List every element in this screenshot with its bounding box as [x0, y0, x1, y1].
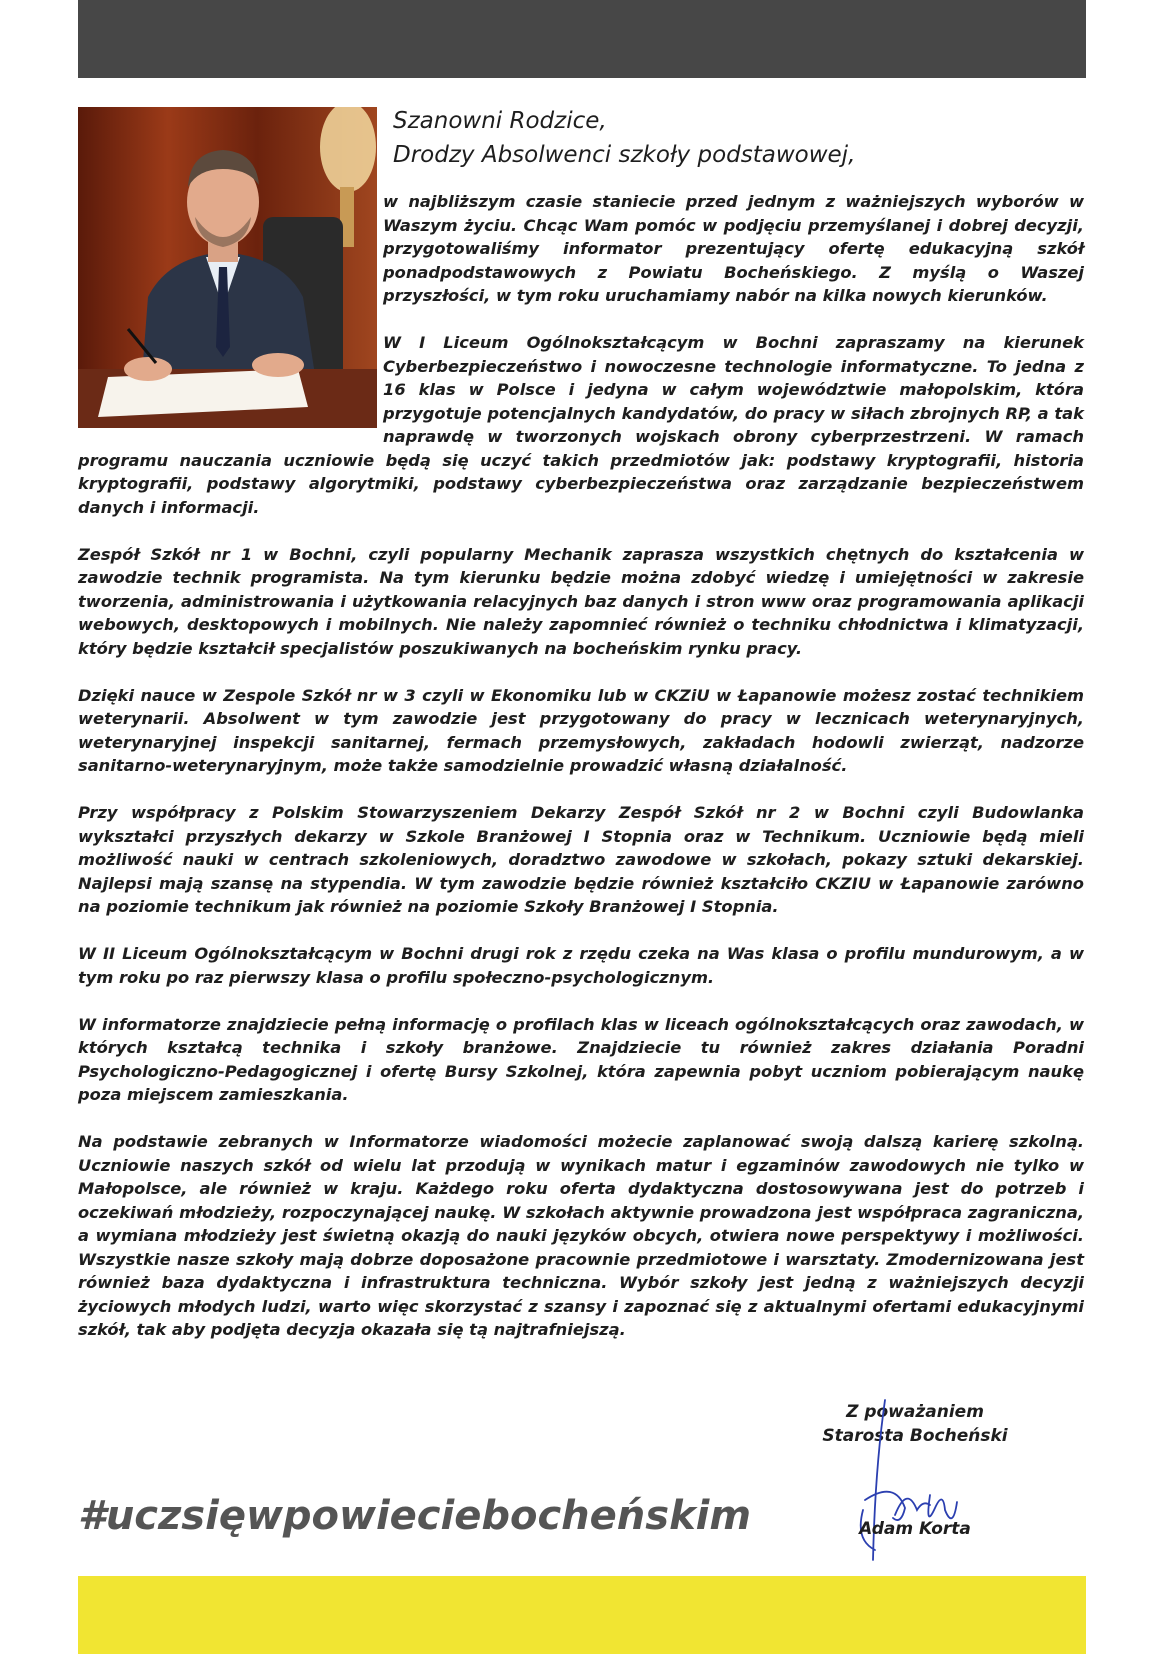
paragraph-liceum-1: W I Liceum Ogólnokształcącym w Bochni zapraszamy na kierunek Cyberbezpieczeństwo i nowoczesne technologie informatyczne. To jedna z 16 klas w Polsce i jedyna w całym województwie małopolskim, która przygotuje potencjalnych kandydatów, do pracy w siłach zbrojnych RP, a tak naprawdę w tworzonych wojskach obrony cyberprzestrzeni. W ramach programu nauczania uczniowie będą się uczyć takich przedmiotów jak: podstawy kryptografii, historia kryptografii, podstawy algorytmiki, podstawy cyberbezpieczeństwa oraz zarządzanie bezpieczeństwem danych i informacji. [78, 333, 1084, 517]
paragraph-informator: W informatorze znajdziecie pełną informację o profilach klas w liceach ogólnokształcących oraz zawodach, w których kształcą technika i szkoły branżowe. Znajdziecie tu również zakres działania Poradni Psychologiczno-Pedagogicznej i ofertę Bursy Szkolnej, która zapewnia pobyt uczniom pobierającym naukę poza miejscem zamieszkania. [78, 1014, 1084, 1104]
paragraph-intro: w najbliższym czasie staniecie przed jednym z ważniejszych wyborów w Waszym życiu. Chcąc Wam pomóc w podjęciu przemyślanej i dobrej decyzji, przygotowaliśmy informator prezentujący ofertę edukacyjną szkół ponadpodstawowych z Powiatu Bocheńskiego. Z myślą o Waszej przyszłości, w tym roku uruchamiamy nabór na kilka nowych kierunków. [383, 192, 1084, 305]
greeting-line-2: Drodzy Absolwenci szkoły podstawowej, [393, 142, 856, 168]
handwritten-signature [835, 1390, 975, 1570]
bottom-decorative-bar [78, 1576, 1086, 1654]
signoff-line-2: Starosta Bocheński [822, 1426, 1008, 1446]
paragraph-mechanik: Zespół Szkół nr 1 w Bochni, czyli popularny Mechanik zaprasza wszystkich chętnych do kształcenia w zawodzie technik programista. Na tym kierunku będzie można zdobyć wiedzę i umiejętności w zakresie tworzenia, administrowania i użytkowania relacyjnych baz danych i stron www oraz programowania aplikacji webowych, desktopowych i mobilnych. Nie należy zapomnieć również o techniku chłodnictwa i klimatyzacji, który będzie kształcił specjalistów poszukiwanych na bocheńskim rynku pracy. [78, 544, 1084, 658]
signoff-line-1: Z poważaniem [846, 1402, 984, 1422]
paragraph-conclusion: Na podstawie zebranych w Informatorze wiadomości możecie zaplanować swoją dalszą karierę szkolną. Uczniowie naszych szkół od wielu lat przodują w wynikach matur i egzaminów zawodowych nie tylko w Małopolsce, ale również w kraju. Każdego roku oferta dydaktyczna dostosowywana jest do potrzeb i oczekiwań młodzieży, rozpoczynającej naukę. W szkołach aktywnie prowadzona jest współpraca zagraniczna, a wymiana młodzieży jest świetną okazją do nauki języków obcych, otwiera nowe perspektywy i możliwości. Wszystkie nasze szkoły mają dobrze doposażone pracownie przedmiotowe i warsztaty. Zmodernizowana jest również baza dydaktyczna i infrastruktura techniczna. Wybór szkoły jest jedną z ważniejszych decyzji życiowych młodych ludzi, warto więc skorzystać z szansy i zapoznać się z aktualnymi ofertami edukacyjnymi szkół, tak aby podjęta decyzja okazała się tą najtrafniejszą. [78, 1132, 1084, 1339]
letter-body [78, 190, 1084, 1365]
greeting-line-1: Szanowni Rodzice, [393, 108, 607, 134]
greeting [393, 104, 1093, 172]
paragraph-liceum-2: W II Liceum Ogólnokształcącym w Bochni drugi rok z rzędu czeka na Was klasa o profilu mundurowym, a w tym roku po raz pierwszy klasa o profilu społeczno-psychologicznym. [78, 944, 1084, 987]
paragraph-budowlanka: Przy współpracy z Polskim Stowarzyszeniem Dekarzy Zespół Szkół nr 2 w Bochni czyli Budowlanka wykształci przyszłych dekarzy w Szkole Branżowej I Stopnia oraz w Technikum. Uczniowie będą mieli możliwość nauki w centrach szkoleniowych, doradztwo zawodowe w szkołach, pokazy sztuki dekarskiej. Najlepsi mają szansę na stypendia. W tym zawodzie będzie również kształciło CKZIU w Łapanowie zarówno na poziomie technikum jak również na poziomie Szkoły Branżowej I Stopnia. [78, 803, 1084, 916]
campaign-hashtag: #uczsięwpowieciebocheńskim [78, 1493, 752, 1539]
top-decorative-bar [78, 0, 1086, 78]
signatory-name: Adam Korta [859, 1519, 971, 1539]
paragraph-ekonomik: Dzięki nauce w Zespole Szkół nr w 3 czyli w Ekonomiku lub w CKZiU w Łapanowie możesz zostać technikiem weterynarii. Absolwent w tym zawodzie jest przygotowany do pracy w lecznicach weterynaryjnych, weterynaryjnej inspekcji sanitarnej, fermach przemysłowych, zakładach hodowli zwierząt, nadzorze sanitarno-weterynaryjnym, może także samodzielnie prowadzić własną działalność. [78, 685, 1084, 775]
